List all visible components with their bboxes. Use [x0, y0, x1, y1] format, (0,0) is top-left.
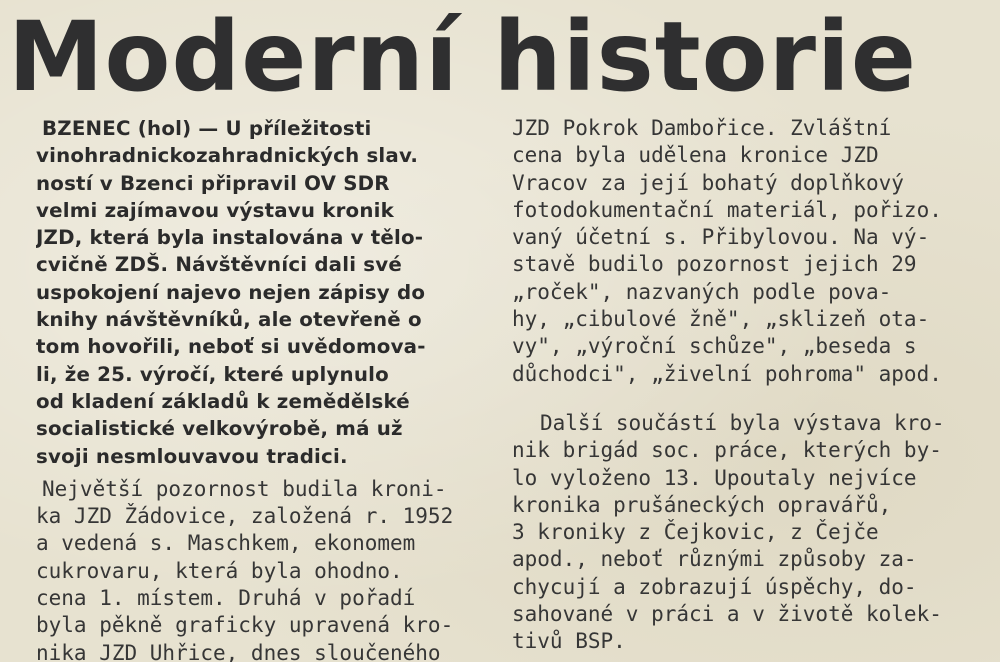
text-line: BZENEC (hol) — U příležitosti	[42, 117, 372, 140]
body-paragraph	[36, 476, 498, 662]
text-line: vaný účetní s. Přibylovou. Na vý-	[512, 225, 930, 250]
text-line: uspokojení najevo nejen zápisy do	[36, 280, 426, 304]
text-line: svoji nesmlouvavou tradici.	[36, 444, 348, 468]
article-column-right	[512, 115, 990, 656]
text-line: kronika prušáneckých opravářů,	[512, 492, 892, 517]
text-line: a vedená s. Maschkem, ekonomem	[36, 531, 416, 556]
text-line: knihy návštěvníků, ale otevřeně o	[36, 308, 422, 332]
text-line: cvičně ZDŠ. Návštěvníci dali své	[36, 253, 402, 277]
text-line: chycují a zobrazují úspěchy, do-	[512, 574, 917, 599]
text-line: Další součástí byla výstava kro-	[540, 410, 945, 435]
text-line: byla pěkně graficky upravená kro-	[36, 613, 454, 638]
text-line: cena byla udělena kronice JZD	[512, 143, 879, 168]
lead-paragraph	[36, 115, 498, 470]
text-line: apod., neboť různými způsoby za-	[512, 547, 917, 572]
text-line: vinohradnickozahradnických slav.	[36, 144, 419, 168]
text-line: hy, „cibulové žně", „sklizeň ota-	[512, 307, 930, 332]
text-line: nika JZD Uhřice, dnes sloučeného	[36, 640, 441, 662]
text-line: 3 kroniky z Čejkovic, z Čejče	[512, 520, 879, 545]
text-line: fotodokumentační materiál, pořizo.	[512, 197, 942, 222]
text-line: důchodci", „živelní pohroma" apod.	[512, 361, 942, 386]
text-line: tivů BSP.	[512, 629, 626, 654]
article-column-left	[36, 115, 498, 662]
text-line: cukrovaru, která byla ohodno.	[36, 558, 403, 583]
text-line: lo vyloženo 13. Upoutaly nejvíce	[512, 465, 917, 490]
text-line: tom hovořili, neboť si uvědomova-	[36, 335, 426, 359]
text-line: od kladení základů k zemědělské	[36, 389, 410, 413]
body-paragraph	[512, 115, 990, 388]
text-line: ka JZD Žádovice, založená r. 1952	[36, 504, 454, 529]
text-line: stavě budilo pozornost jejich 29	[512, 252, 917, 277]
text-line: „roček", nazvaných podle pova-	[512, 279, 892, 304]
text-line: sahované v práci a v životě kolek-	[512, 602, 942, 627]
text-line: JZD, která byla instalována v tělo-	[36, 226, 424, 250]
headline: Moderní historie	[8, 2, 917, 112]
text-line: Největší pozornost budila kroni-	[42, 476, 447, 501]
text-line: velmi zajímavou výstavu kronik	[36, 198, 394, 222]
text-line: ností v Bzenci připravil OV SDR	[36, 171, 390, 195]
text-line: vy", „výroční schůze", „beseda s	[512, 334, 917, 359]
text-line: nik brigád soc. práce, kterých by-	[512, 438, 942, 463]
text-line: cena 1. místem. Druhá v pořadí	[36, 586, 416, 611]
text-line: socialistické velkovýrobě, má už	[36, 417, 403, 441]
text-line: JZD Pokrok Dambořice. Zvláštní	[512, 116, 892, 140]
text-line: Vracov za její bohatý doplňkový	[512, 170, 904, 195]
body-paragraph	[512, 410, 990, 656]
text-line: li, že 25. výročí, které uplynulo	[36, 362, 389, 386]
